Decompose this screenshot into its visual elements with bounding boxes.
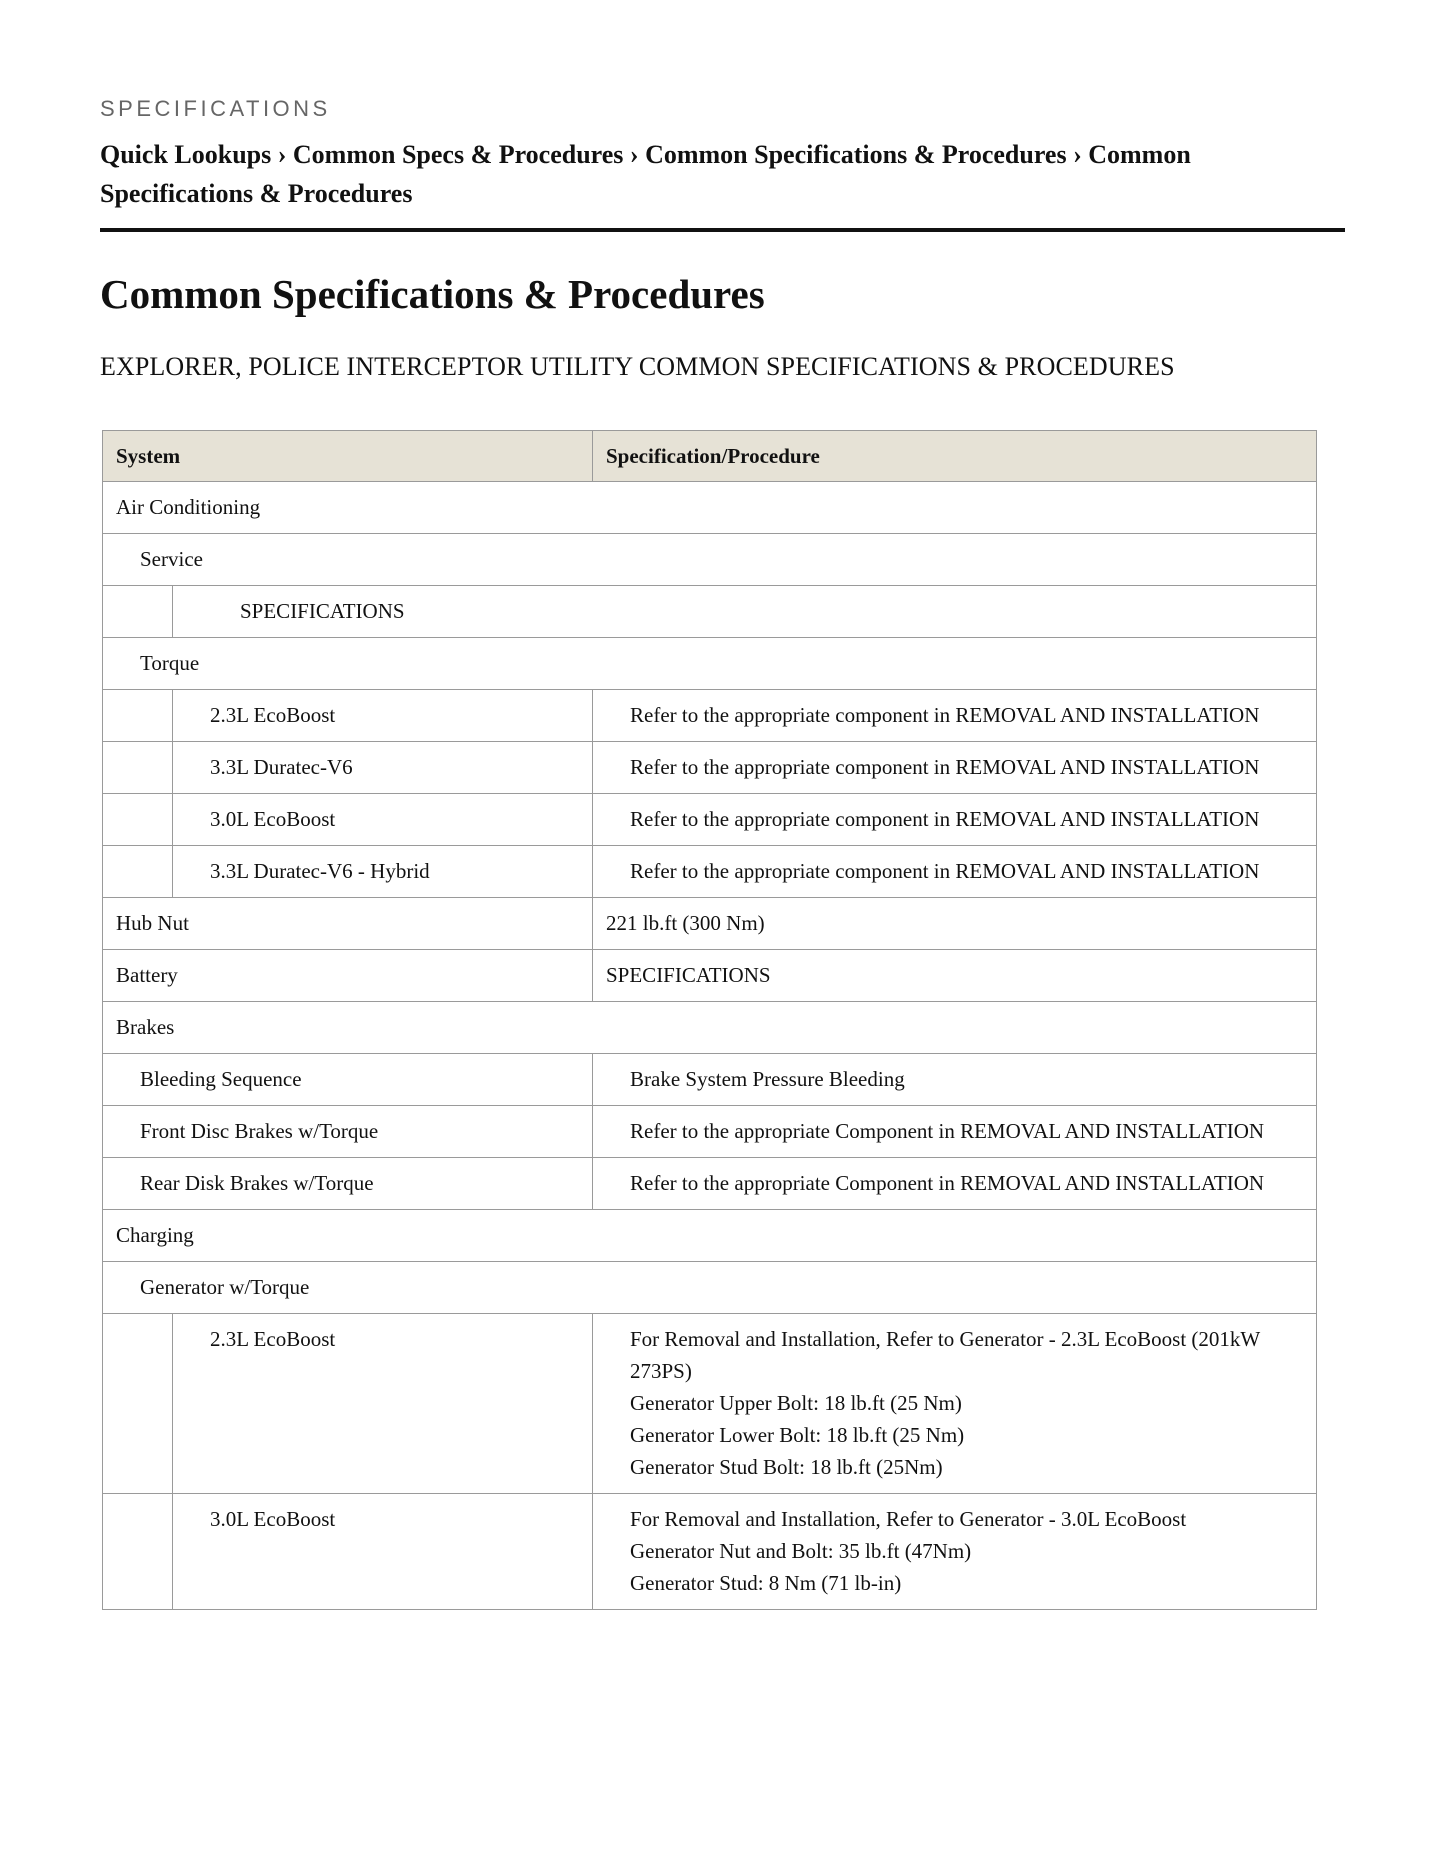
generator-removal-link[interactable]: For Removal and Installation, Refer to Generator - 3.0L EcoBoost: [630, 1507, 1187, 1531]
blank-cell: [103, 846, 173, 898]
spec-cell: [593, 1314, 1317, 1494]
engine-cell: 3.0L EcoBoost: [173, 1494, 593, 1610]
column-header-spec: Specification/Procedure: [593, 431, 1317, 482]
table-row: [103, 1002, 1317, 1054]
blank-cell: [103, 1494, 173, 1610]
table-row: [103, 1262, 1317, 1314]
table-row: [103, 534, 1317, 586]
blank-cell: [103, 742, 173, 794]
table-row: [103, 1106, 1317, 1158]
engine-cell: 3.3L Duratec-V6 - Hybrid: [173, 846, 593, 898]
group-charging: Charging: [103, 1210, 1317, 1262]
subgroup-torque: Torque: [103, 638, 1317, 690]
page-subtitle: EXPLORER, POLICE INTERCEPTOR UTILITY COMMON SPECIFICATIONS & PROCEDURES: [100, 352, 1175, 381]
table-header-row: [103, 431, 1317, 482]
spec-cell[interactable]: Refer to the appropriate Component in REMOVAL AND INSTALLATION: [593, 1106, 1317, 1158]
subgroup-generator: Generator w/Torque: [103, 1262, 1317, 1314]
table-row: [103, 586, 1317, 638]
system-cell: Rear Disk Brakes w/Torque: [103, 1158, 593, 1210]
spec-cell: 221 lb.ft (300 Nm): [593, 898, 1317, 950]
table-row: [103, 1054, 1317, 1106]
spec-cell: [593, 1494, 1317, 1610]
spec-cell[interactable]: Refer to the appropriate component in REMOVAL AND INSTALLATION: [593, 742, 1317, 794]
table-row: [103, 638, 1317, 690]
spec-cell[interactable]: Refer to the appropriate component in REMOVAL AND INSTALLATION: [593, 794, 1317, 846]
document-page: [0, 0, 1445, 382]
breadcrumb[interactable]: Quick Lookups › Common Specs & Procedures › Common Specifications & Procedures › Common Specifications & Procedures: [100, 140, 1191, 208]
subgroup-service: Service: [103, 534, 1317, 586]
engine-cell: 3.3L Duratec-V6: [173, 742, 593, 794]
battery-specifications-link[interactable]: SPECIFICATIONS: [593, 950, 1317, 1002]
table-row: [103, 1158, 1317, 1210]
column-header-system: System: [103, 431, 593, 482]
torque-value: Generator Stud Bolt: 18 lb.ft (25Nm): [630, 1455, 943, 1479]
group-brakes: Brakes: [103, 1002, 1317, 1054]
spec-cell[interactable]: Refer to the appropriate component in REMOVAL AND INSTALLATION: [593, 690, 1317, 742]
blank-cell: [103, 690, 173, 742]
table-row: [103, 482, 1317, 534]
header-divider: [100, 228, 1345, 232]
specifications-table: [102, 430, 1317, 1610]
spec-cell[interactable]: Brake System Pressure Bleeding: [593, 1054, 1317, 1106]
blank-cell: [103, 1314, 173, 1494]
table-row: [103, 794, 1317, 846]
table-row: [103, 1210, 1317, 1262]
table-row: [103, 1494, 1317, 1610]
blank-cell: [103, 586, 173, 638]
spec-cell[interactable]: Refer to the appropriate component in REMOVAL AND INSTALLATION: [593, 846, 1317, 898]
group-air-conditioning: Air Conditioning: [103, 482, 1317, 534]
system-cell-hub-nut: Hub Nut: [103, 898, 593, 950]
system-cell: Bleeding Sequence: [103, 1054, 593, 1106]
torque-value: Generator Stud: 8 Nm (71 lb-in): [630, 1571, 902, 1595]
generator-removal-link[interactable]: For Removal and Installation, Refer to Generator - 2.3L EcoBoost (201kW 273PS): [630, 1327, 1260, 1383]
section-label: SPECIFICATIONS: [100, 96, 331, 121]
torque-value: Generator Upper Bolt: 18 lb.ft (25 Nm): [630, 1391, 962, 1415]
table-row: [103, 950, 1317, 1002]
engine-cell: 3.0L EcoBoost: [173, 794, 593, 846]
torque-value: Generator Lower Bolt: 18 lb.ft (25 Nm): [630, 1423, 965, 1447]
table-row: [103, 1314, 1317, 1494]
engine-cell: 2.3L EcoBoost: [173, 1314, 593, 1494]
spec-cell[interactable]: Refer to the appropriate Component in REMOVAL AND INSTALLATION: [593, 1158, 1317, 1210]
table-row: [103, 690, 1317, 742]
table-row: [103, 846, 1317, 898]
blank-cell: [103, 794, 173, 846]
system-cell: Front Disc Brakes w/Torque: [103, 1106, 593, 1158]
table-row: [103, 898, 1317, 950]
table-row: [103, 742, 1317, 794]
system-cell-battery: Battery: [103, 950, 593, 1002]
torque-value: Generator Nut and Bolt: 35 lb.ft (47Nm): [630, 1539, 972, 1563]
page-title: Common Specifications & Procedures: [100, 271, 765, 317]
engine-cell: 2.3L EcoBoost: [173, 690, 593, 742]
service-specifications-link[interactable]: SPECIFICATIONS: [173, 586, 1317, 638]
